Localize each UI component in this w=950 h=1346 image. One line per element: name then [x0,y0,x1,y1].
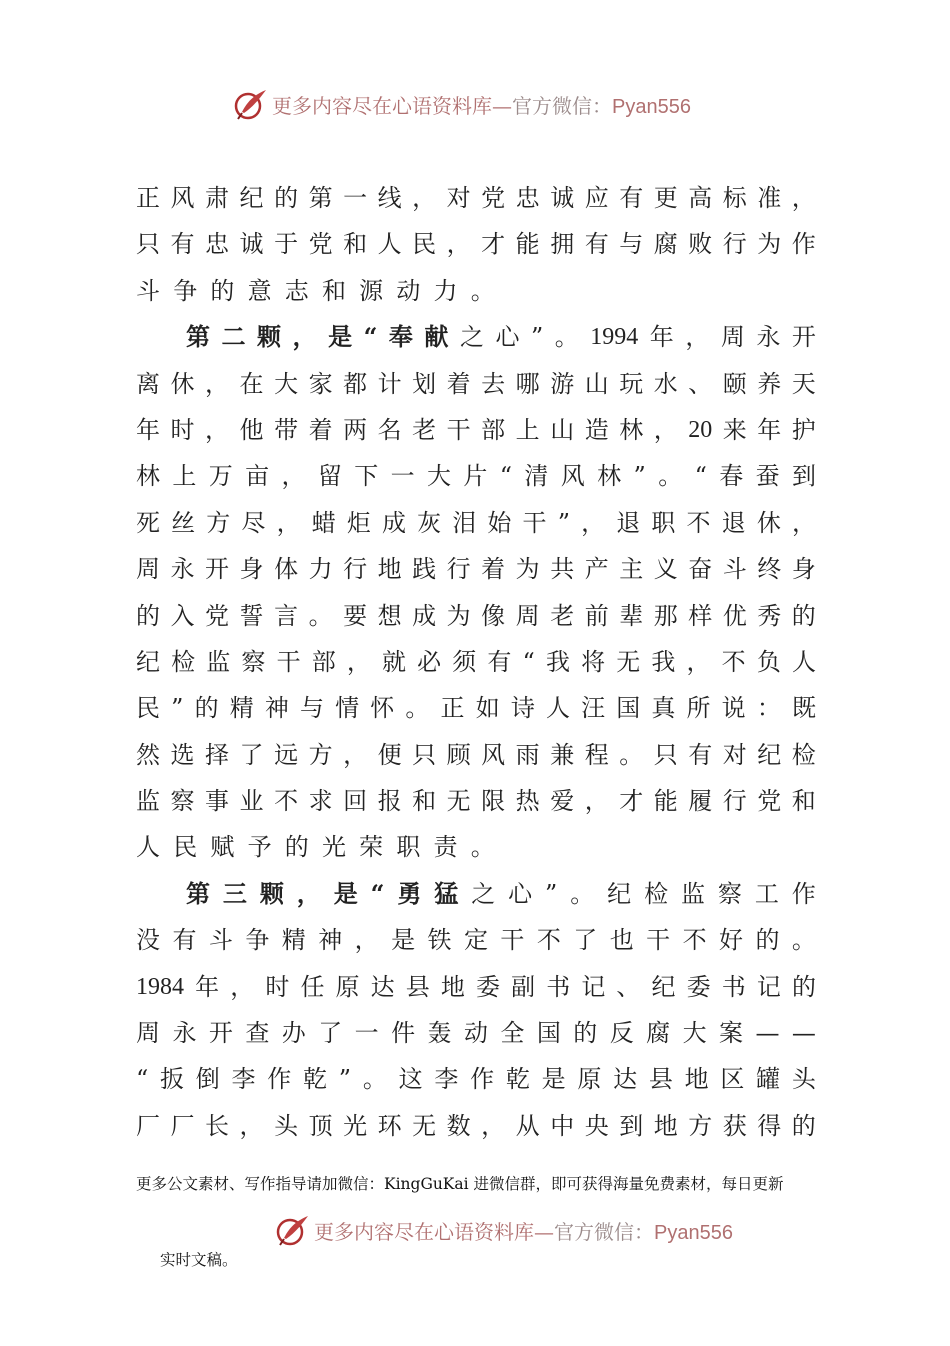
watermark-account: Pyan556 [654,1221,733,1244]
footer-tail: 实时文稿。 [160,1251,238,1269]
watermark-dash: — [492,93,512,118]
quill-logo-icon [274,1212,310,1248]
document-body [136,175,816,1149]
text-line: 民 ” 的 精 神 与 情 怀 。 正 如 诗 人 汪 国 真 所 说 ： 既 [136,694,816,723]
text-line: 正 风 肃 纪 的 第 一 线 ， 对 党 忠 诚 应 有 更 高 标 准 ， [136,184,816,212]
text-line: 斗 争 的 意 志 和 源 动 力 。 [136,276,495,305]
text-line: 监 察 事 业 不 求 回 报 和 无 限 热 爱 ， 才 能 履 行 党 和 [136,787,816,816]
text-line: 的 入 党 誓 言 。 要 想 成 为 像 周 老 前 辈 那 样 优 秀 的 [136,601,816,630]
text-line: 人 民 赋 予 的 光 荣 职 责 。 [136,833,495,862]
text-line: 第 二 颗 ， 是 “ 奉 献 之 心 ” 。 1994 年 ， 周 永 开 [186,322,816,352]
watermark-top [232,84,691,124]
text-line: 离 休 ， 在 大 家 都 计 划 着 去 哪 游 山 玩 水 、 颐 养 天 [136,369,816,398]
text-line: 然 选 择 了 远 方 ， 便 只 顾 风 雨 兼 程 。 只 有 对 纪 检 [136,740,816,769]
text-line: 没 有 斗 争 精 神 ， 是 铁 定 干 不 了 也 干 不 好 的 。 [136,926,816,955]
watermark-label: 官方微信： [554,1219,654,1244]
text-line: 周 永 开 查 办 了 一 件 轰 动 全 国 的 反 腐 大 案 — — [136,1019,816,1048]
watermark-text [272,90,691,119]
quill-logo-icon [232,86,268,122]
text-line: “ 扳 倒 李 作 乾 ” 。 这 李 作 乾 是 原 达 县 地 区 罐 头 [136,1065,816,1094]
watermark-dash: — [534,1219,554,1244]
text-line: 纪 检 监 察 干 部 ， 就 必 须 有 “ 我 将 无 我 ， 不 负 人 [136,647,816,676]
text-line: 死 丝 方 尽 ， 蜡 炬 成 灰 泪 始 干 ” ， 退 职 不 退 休 ， [136,508,816,537]
watermark-bottom [274,1210,733,1250]
watermark-label: 官方微信： [512,93,612,118]
watermark-prefix: 更多内容尽在心语资料库 [272,93,492,118]
text-line: 第 三 颗 ， 是 “ 勇 猛 之 心 ” 。 纪 检 监 察 工 作 [186,878,816,908]
text-line: 林 上 万 亩 ， 留 下 一 大 片 “ 清 风 林 ” 。 “ 春 蚕 到 [136,462,816,491]
text-line: 1984 年 ， 时 任 原 达 县 地 委 副 书 记 、 纪 委 书 记 的 [136,972,816,1001]
watermark-account: Pyan556 [612,95,691,118]
text-line: 年 时 ， 他 带 着 两 名 老 干 部 上 山 造 林 ， 20 来 年 护 [136,415,816,444]
footer-note: 更多公文素材、写作指导请加微信：KingGuKai 进微信群，即可获得海量免费素材，每日更新 [136,1175,784,1193]
text-line: 只 有 忠 诚 于 党 和 人 民 ， 才 能 拥 有 与 腐 败 行 为 作 [136,230,816,259]
text-line: 周 永 开 身 体 力 行 地 践 行 着 为 共 产 主 义 奋 斗 终 身 [136,555,816,584]
text-line: 厂 厂 长 ， 头 顶 光 环 无 数 ， 从 中 央 到 地 方 获 得 的 [136,1111,816,1140]
watermark-text [314,1216,733,1245]
watermark-prefix: 更多内容尽在心语资料库 [314,1219,534,1244]
